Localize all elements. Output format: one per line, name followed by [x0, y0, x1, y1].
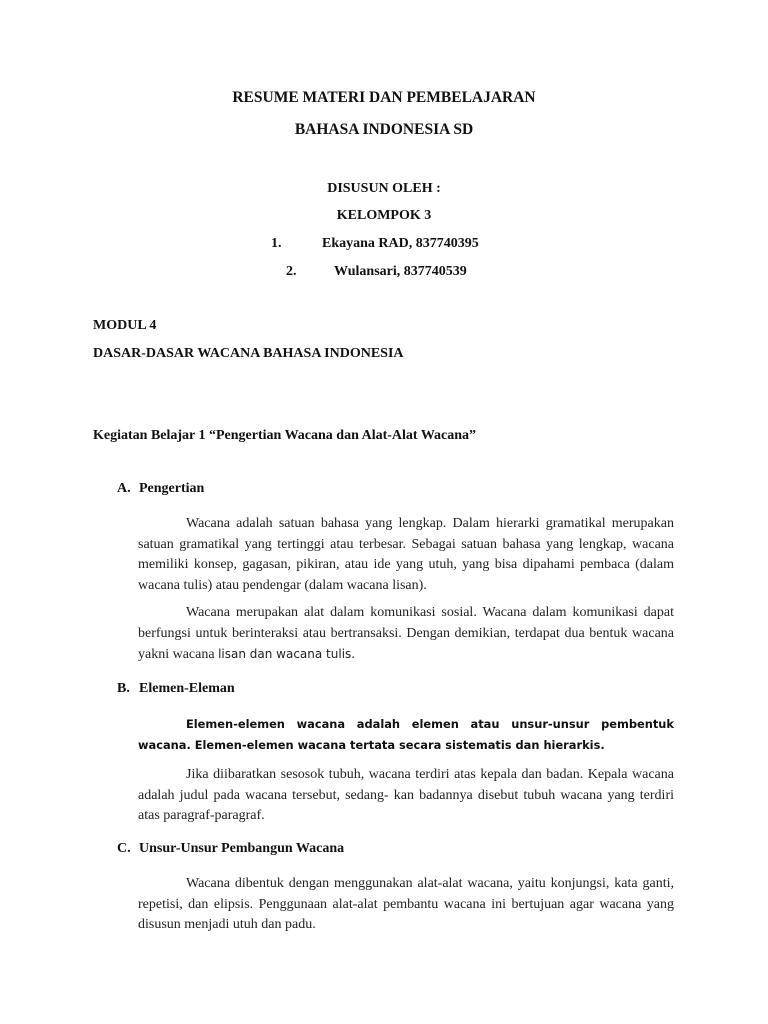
document-title-line1: RESUME MATERI DAN PEMBELAJARAN	[232, 89, 536, 106]
section-b-paragraph-2: Jika diibaratkan sesosok tubuh, wacana terdiri atas kepala dan badan. Kepala wacana adalah judul pada wacana tersebut, sedang- kan badannya disebut tubuh wacana yang terdiri atas paragraf-paragraf.	[138, 767, 674, 823]
section-title: Unsur-Unsur Pembangun Wacana	[139, 841, 345, 856]
module-title: DASAR-DASAR WACANA BAHASA INDONESIA	[93, 346, 404, 361]
member-name: Wulansari, 837740539	[334, 264, 467, 279]
compiled-by-label: DISUSUN OLEH :	[327, 181, 441, 196]
member-number: 2.	[286, 264, 297, 279]
module-number: MODUL 4	[93, 318, 157, 333]
section-title: Elemen-Eleman	[139, 681, 235, 696]
paragraph-text: Wacana merupakan alat dalam komunikasi sosial. Wacana dalam komunikasi dapat berfungsi untuk berinteraksi atau bertransaksi. Dengan demikian, terdapat dua bentuk wacana yakni wacana	[138, 605, 674, 662]
section-title: Pengertian	[139, 481, 205, 496]
section-heading-b	[117, 681, 235, 697]
paragraph-tail-text: lisan dan wacana tulis.	[218, 647, 356, 661]
document-title-line2: BAHASA INDONESIA SD	[294, 121, 474, 138]
member-number: 1.	[271, 236, 282, 251]
section-a-paragraph-1: Wacana adalah satuan bahasa yang lengkap. Dalam hierarki gramatikal merupakan satuan gramatikal yang tertinggi atau terbesar. Sebagai satuan bahasa yang lengkap, wacana memiliki konsep, gagasan, pikiran, atau ide yang utuh, yang bisa dipahami pembaca (dalam wacana tulis) atau pendengar (dalam wacana lisan).	[138, 516, 674, 593]
group-name: KELOMPOK 3	[336, 208, 432, 223]
section-c-paragraph-1: Wacana dibentuk dengan menggunakan alat-alat wacana, yaitu konjungsi, kata ganti, repetisi, dan elipsis. Penggunaan alat-alat pembantu wacana ini bertujuan agar wacana yang disusun menjadi utuh dan padu.	[138, 876, 674, 932]
member-name: Ekayana RAD, 837740395	[322, 236, 479, 251]
activity-title: Kegiatan Belajar 1 “Pengertian Wacana dan Alat-Alat Wacana”	[93, 428, 477, 443]
section-letter: C.	[117, 841, 131, 856]
section-a-paragraph-2	[138, 603, 674, 666]
section-heading-c	[117, 841, 344, 857]
section-letter: A.	[117, 481, 131, 496]
section-b-paragraph-1: Elemen-elemen wacana adalah elemen atau unsur-unsur pembentuk wacana. Elemen-elemen wacana tertata secara sistematis dan hierarkis.	[138, 717, 674, 752]
section-heading-a	[117, 481, 204, 497]
section-letter: B.	[117, 681, 130, 696]
